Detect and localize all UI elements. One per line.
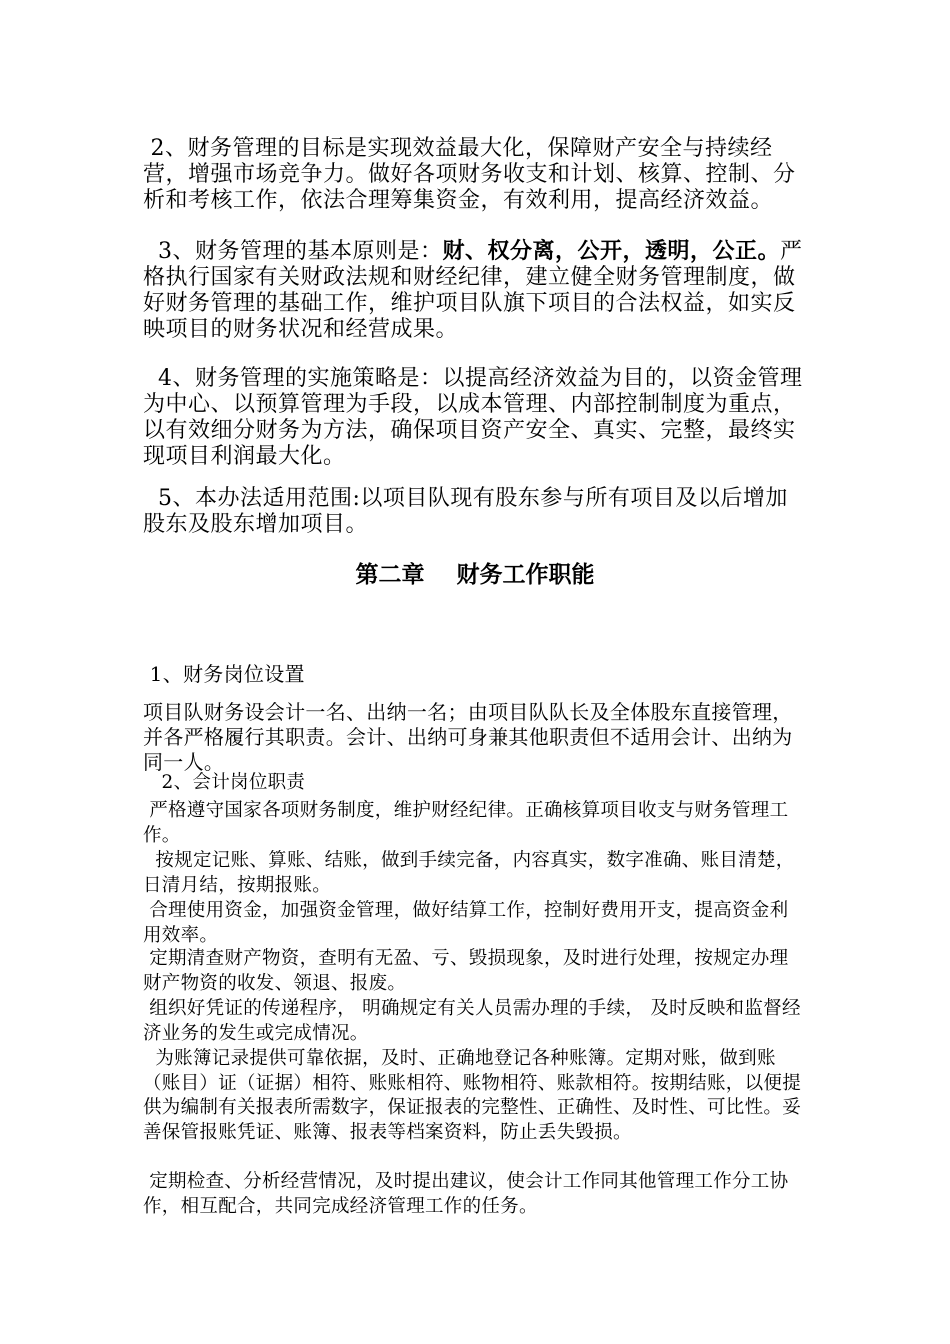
duty-item: 定期检查、分析经营情况，及时提出建议，使会计工作同其他管理工作分工协作，相互配合，共同完成经济管理工作的任务。	[143, 1171, 789, 1217]
paragraph-scope: 5、本办法适用范围:以项目队现有股东参与所有项目及以后增加股东及股东增加项目。	[143, 486, 788, 537]
principles-prefix: 3、财务管理的基本原则是：	[143, 239, 443, 264]
paragraph-strategy: 4、财务管理的实施策略是：以提高经济效益为目的，以资金管理为中心、以预算管理为手段，以成本管理、内部控制制度为重点，以有效细分财务为方法，确保项目资产安全、真实、完整，最终实现项目利润最大化。	[143, 366, 803, 469]
duty-item: 严格遵守国家各项财务制度，维护财经纪律。正确核算项目收支与财务管理工作。	[143, 800, 789, 846]
principles-bold: 财、权分离，公开，透明，公正。	[442, 238, 781, 264]
section-title-positions: 1、财务岗位设置	[143, 662, 305, 686]
section-body-positions: 项目队财务设会计一名、出纳一名；由项目队队长及全体股东直接管理，并各严格履行其职责。会计、出纳可身兼其他职责但不适用会计、出纳为同一人。	[143, 700, 793, 774]
principles-suffix: 严格执行国家有关财政法规和财经纪律，建立健全财务管理制度，做好财务管理的基础工作，维护项目队旗下项目的合法权益，如实反映项目的财务状况和经营成果。	[143, 239, 803, 342]
paragraph-principles	[143, 238, 807, 343]
duty-item: 定期清查财产物资，查明有无盈、亏、毁损现象，及时进行处理，按规定办理财产物资的收发、领退、报废。	[143, 948, 789, 994]
duty-item: 组织好凭证的传递程序， 明确规定有关人员需办理的手续， 及时反映和监督经济业务的发生或完成情况。	[143, 998, 801, 1044]
duty-item: 为账簿记录提供可靠依据，及时、正确地登记各种账簿。定期对账，做到账（账目）证（证据）相符、账账相符、账物相符、账款相符。按期结账，以便提供为编制有关报表所需数字，保证报表的完整性、正确性、及时性、可比性。妥善保管报账凭证、账簿、报表等档案资料，防止丢失毁损。	[143, 1048, 802, 1143]
chapter-heading: 第二章 财务工作职能	[355, 561, 595, 588]
duty-item: 按规定记账、算账、结账，做到手续完备，内容真实，数字准确、账目清楚， 日清月结，按期报账。	[143, 850, 801, 896]
paragraph-goal: 2、财务管理的目标是实现效益最大化，保障财产安全与持续经营，增强市场竞争力。做好各项财务收支和计划、核算、控制、分析和考核工作，依法合理筹集资金，有效利用，提高经济效益。	[143, 136, 796, 213]
subsection-title-accountant: 2、会计岗位职责	[143, 772, 306, 793]
duty-item: 合理使用资金，加强资金管理，做好结算工作，控制好费用开支，提高资金利用效率。	[143, 900, 789, 946]
